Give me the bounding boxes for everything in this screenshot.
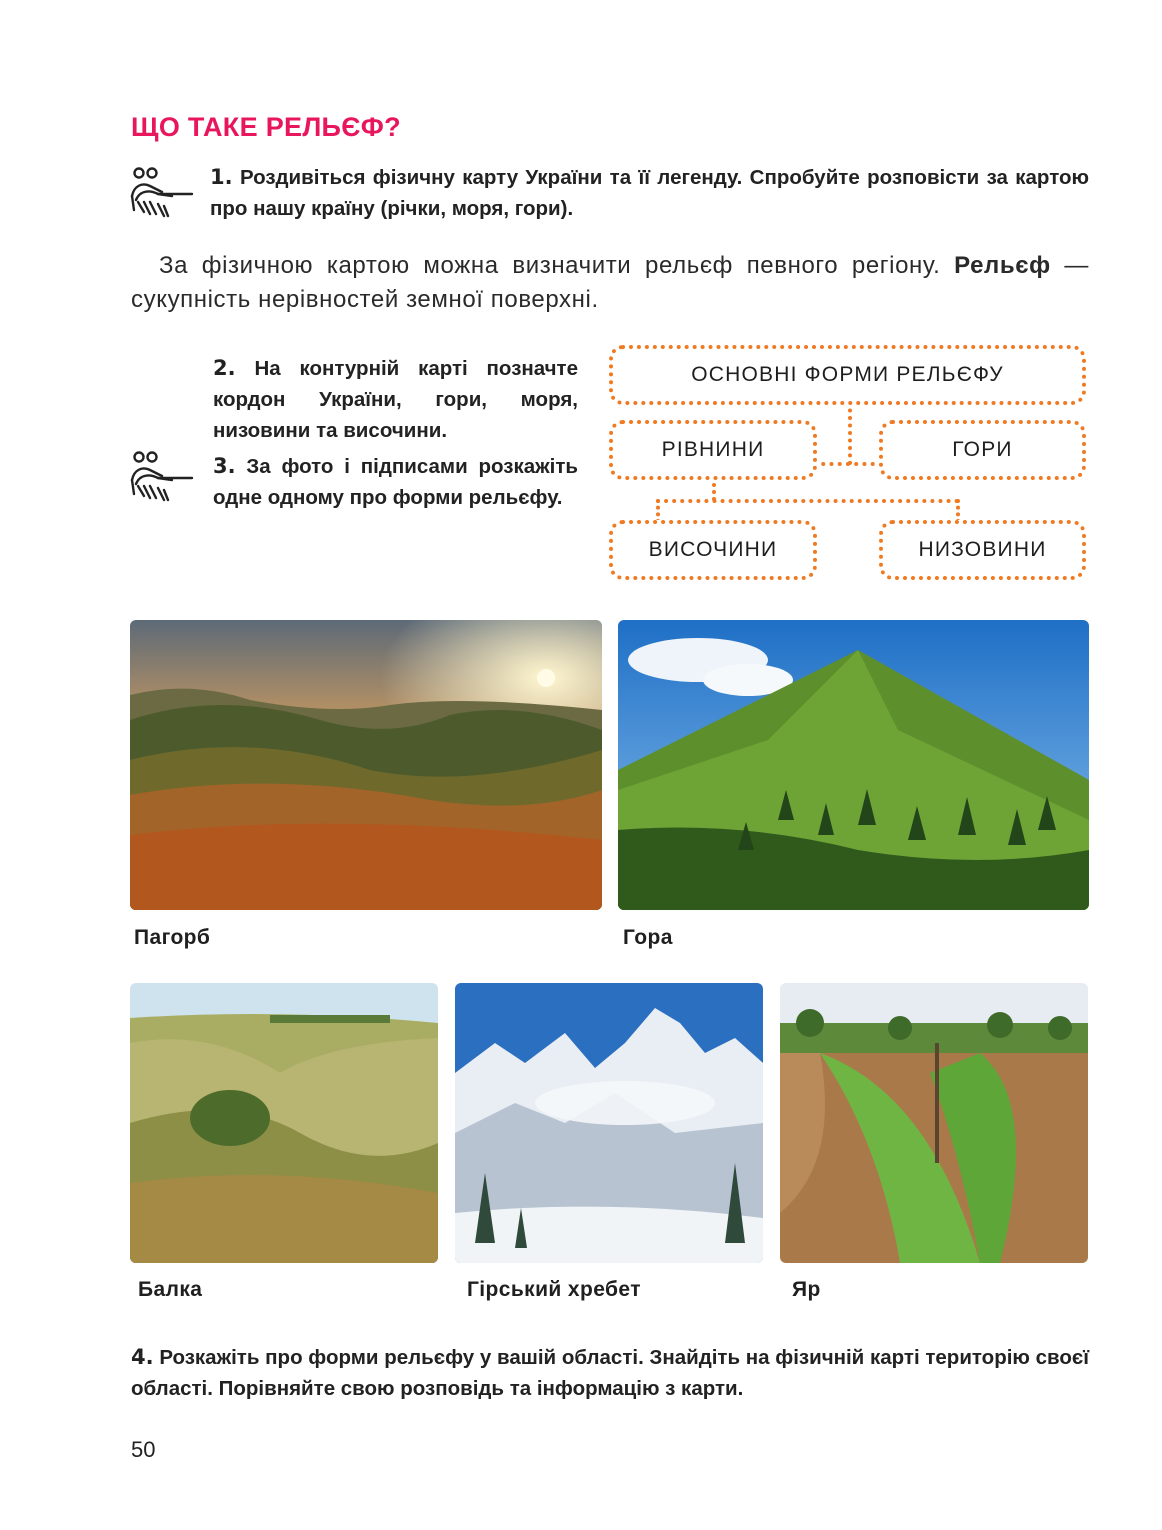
hill-photo: [130, 620, 602, 910]
ridge-caption: Гірський хребет: [467, 1278, 641, 1301]
ravine-caption: Яр: [792, 1278, 821, 1301]
definition-paragraph: [131, 249, 1089, 317]
hill-caption: Пагорб: [134, 926, 211, 949]
diagram-uplands-box: ВИСОЧИНИ: [609, 520, 817, 580]
group-work-icon: [128, 166, 194, 224]
term-definition: — сукупність нерівностей земної поверхні.: [131, 252, 1089, 313]
term-relief: Рельєф: [954, 252, 1051, 279]
diagram-connector: [813, 462, 883, 466]
task-2: [213, 353, 578, 446]
paragraph-line: За фізичною картою можна визначити рельєф певного регіону.: [159, 252, 941, 279]
gully-photo: [130, 983, 438, 1263]
mountain-caption: Гора: [623, 926, 673, 949]
task-2-text: На контурній карті позначте кордон України, гори, моря, низовини та височини.: [213, 357, 578, 442]
task-4-number: 4.: [131, 1345, 154, 1369]
task-3-text: За фото і підписами розкажіть одне одному про форми рельєфу.: [213, 455, 578, 509]
group-work-icon: [128, 450, 194, 508]
task-1-number: 1.: [210, 165, 233, 189]
gully-caption: Балка: [138, 1278, 203, 1301]
task-1-text: Роздивіться фізичну карту України та її легенду. Спробуйте розповісти за картою про нашу країну (річки, моря, гори).: [210, 166, 1089, 220]
page-number: 50: [131, 1437, 156, 1462]
mountain-photo: [618, 620, 1089, 910]
task-1: [210, 162, 1089, 224]
task-4-text: Розкажіть про форми рельєфу у вашій області. Знайдіть на фізичній карті територію своєї області. Порівняйте свою розповідь та інформацію з карти.: [131, 1346, 1089, 1400]
task-3: [213, 451, 578, 513]
diagram-lowlands-box: НИЗОВИНИ: [879, 520, 1086, 580]
section-heading: ЩО ТАКЕ РЕЛЬЄФ?: [131, 112, 401, 142]
task-3-number: 3.: [213, 454, 236, 478]
diagram-root-box: ОСНОВНІ ФОРМИ РЕЛЬЄФУ: [609, 345, 1086, 405]
diagram-plains-box: РІВНИНИ: [609, 420, 817, 480]
diagram-mountains-box: ГОРИ: [879, 420, 1086, 480]
diagram-connector: [656, 499, 959, 503]
diagram-connector: [848, 401, 852, 465]
ridge-photo: [455, 983, 763, 1263]
task-4: [131, 1342, 1089, 1404]
task-2-number: 2.: [213, 356, 236, 380]
ravine-photo: [780, 983, 1088, 1263]
